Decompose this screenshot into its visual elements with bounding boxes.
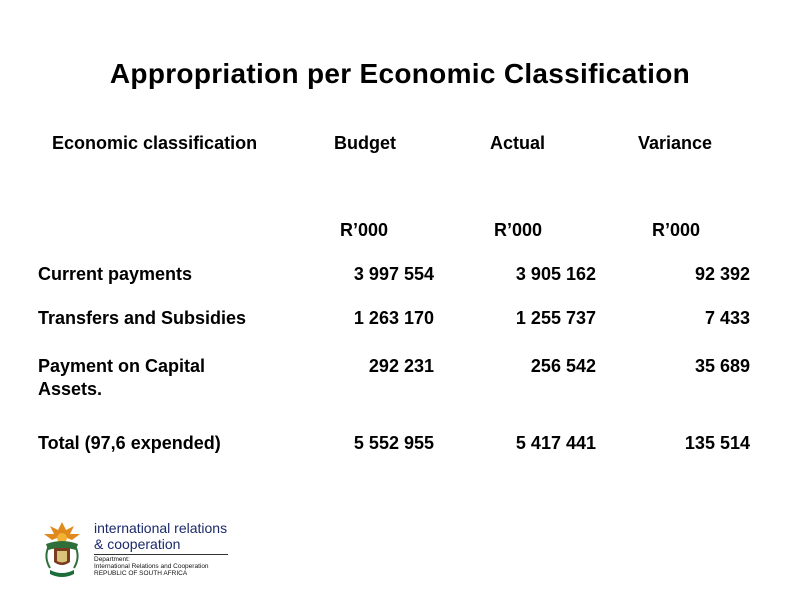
row-label-current-payments: Current payments (38, 264, 193, 284)
cell-actual: 256 542 (530, 356, 596, 376)
row-label-transfers: Transfers and Subsidies (38, 308, 247, 328)
header-actual: Actual (490, 133, 546, 153)
cell-variance: 7 433 (704, 308, 750, 328)
logo-divider (94, 554, 228, 555)
row-label-capital-assets: Payment on Capital Assets. (38, 356, 206, 399)
cell-variance: 92 392 (694, 264, 750, 284)
logo-small-text: Department: (94, 556, 130, 563)
cell-variance: 35 689 (694, 356, 750, 376)
cell-budget: 3 997 554 (353, 264, 434, 284)
cell-actual: 5 417 441 (515, 433, 596, 453)
cell-variance: 135 514 (684, 433, 750, 453)
logo-text-line2: & cooperation (94, 536, 181, 552)
cell-budget: 1 263 170 (353, 308, 434, 328)
department-logo (40, 518, 240, 580)
logo-small-text: International Relations and Cooperation (94, 563, 209, 570)
header-budget: Budget (334, 133, 396, 153)
coat-of-arms-icon (40, 518, 84, 580)
unit-variance: R’000 (652, 220, 701, 240)
header-economic-classification: Economic classification (52, 133, 258, 153)
cell-actual: 3 905 162 (515, 264, 596, 284)
page-title: Appropriation per Economic Classification (109, 58, 691, 89)
cell-budget: 292 231 (368, 356, 434, 376)
cell-actual: 1 255 737 (515, 308, 596, 328)
unit-budget: R’000 (340, 220, 389, 240)
cell-budget: 5 552 955 (353, 433, 434, 453)
row-label-total: Total (97,6 expended) (38, 433, 221, 453)
header-variance: Variance (638, 133, 713, 153)
unit-actual: R’000 (494, 220, 543, 240)
logo-small-text: REPUBLIC OF SOUTH AFRICA (94, 570, 188, 577)
logo-text-line1: international relations (94, 520, 228, 536)
